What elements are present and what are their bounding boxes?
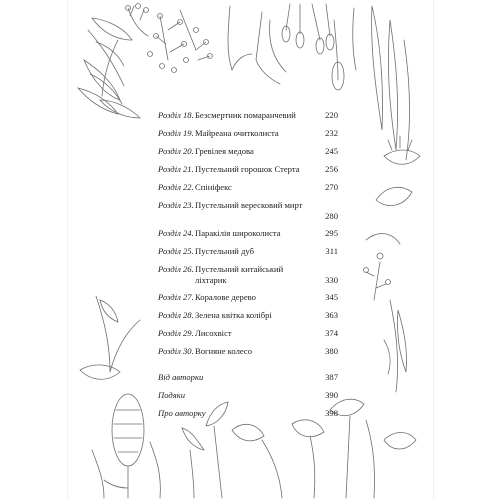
chapter-title: Паракілія широколиста [195,228,281,238]
chapter-label: Розділ 30. [158,346,194,356]
page-number: 398 [325,408,338,418]
chapter-title: Зелена квітка колібрі [195,310,272,320]
chapter-label: Розділ 21. [158,164,194,174]
page-number: 330 [325,275,338,285]
back-matter-title: Подяки [158,390,186,400]
top-right-grasses [282,4,356,90]
page-number: 220 [325,110,338,120]
page-number: 390 [325,390,338,400]
page-number: 245 [325,146,338,156]
chapter-label: Розділ 25. [158,246,194,256]
page-number: 232 [325,128,338,138]
chapter-label: Розділ 18. [158,110,194,120]
chapter-title: Пустельний китайський ліхтарик [195,264,284,285]
page-number: 374 [325,328,338,338]
chapter-title: Пустельний дуб [195,246,254,256]
chapter-title: Майреана очитколиста [195,128,279,138]
page-number: 345 [325,292,338,302]
page-number: 295 [325,228,338,238]
chapter-label: Розділ 27. [158,292,194,302]
chapter-label: Розділ 23. [158,200,194,210]
chapter-label: Розділ 26. [158,264,194,274]
chapter-title: Спініфекс [195,182,232,192]
chapter-title: Гревілея медова [195,146,254,156]
chapter-label: Розділ 24. [158,228,194,238]
chapter-title: Безсмертник помаранчевий [195,110,296,120]
bottom-left-plants [80,296,160,498]
back-matter-title: Про авторку [158,408,206,418]
right-foliage [364,6,421,392]
chapter-label: Розділ 20. [158,146,194,156]
chapter-title: Пустельний вересковий мирт [195,200,303,210]
chapter-label: Розділ 28. [158,310,194,320]
page-number: 311 [325,246,338,256]
chapter-label: Розділ 19. [158,128,194,138]
chapter-title: Пустельний горошок Стерта [195,164,300,174]
page-number: 363 [325,310,338,320]
top-center-sprigs [148,6,287,84]
chapter-title: Коралове дерево [195,292,256,302]
page-number: 380 [325,346,338,356]
chapter-title: Лисохвіст [195,328,232,338]
top-left-foliage [78,4,149,119]
back-matter-title: Від авторки [158,372,204,382]
page-number: 256 [325,164,338,174]
chapter-label: Розділ 22. [158,182,194,192]
page-number: 387 [325,372,338,382]
chapter-title: Вогняне колесо [195,346,253,356]
chapter-label: Розділ 29. [158,328,194,338]
page-number: 280 [325,211,338,221]
page-number: 270 [325,182,338,192]
